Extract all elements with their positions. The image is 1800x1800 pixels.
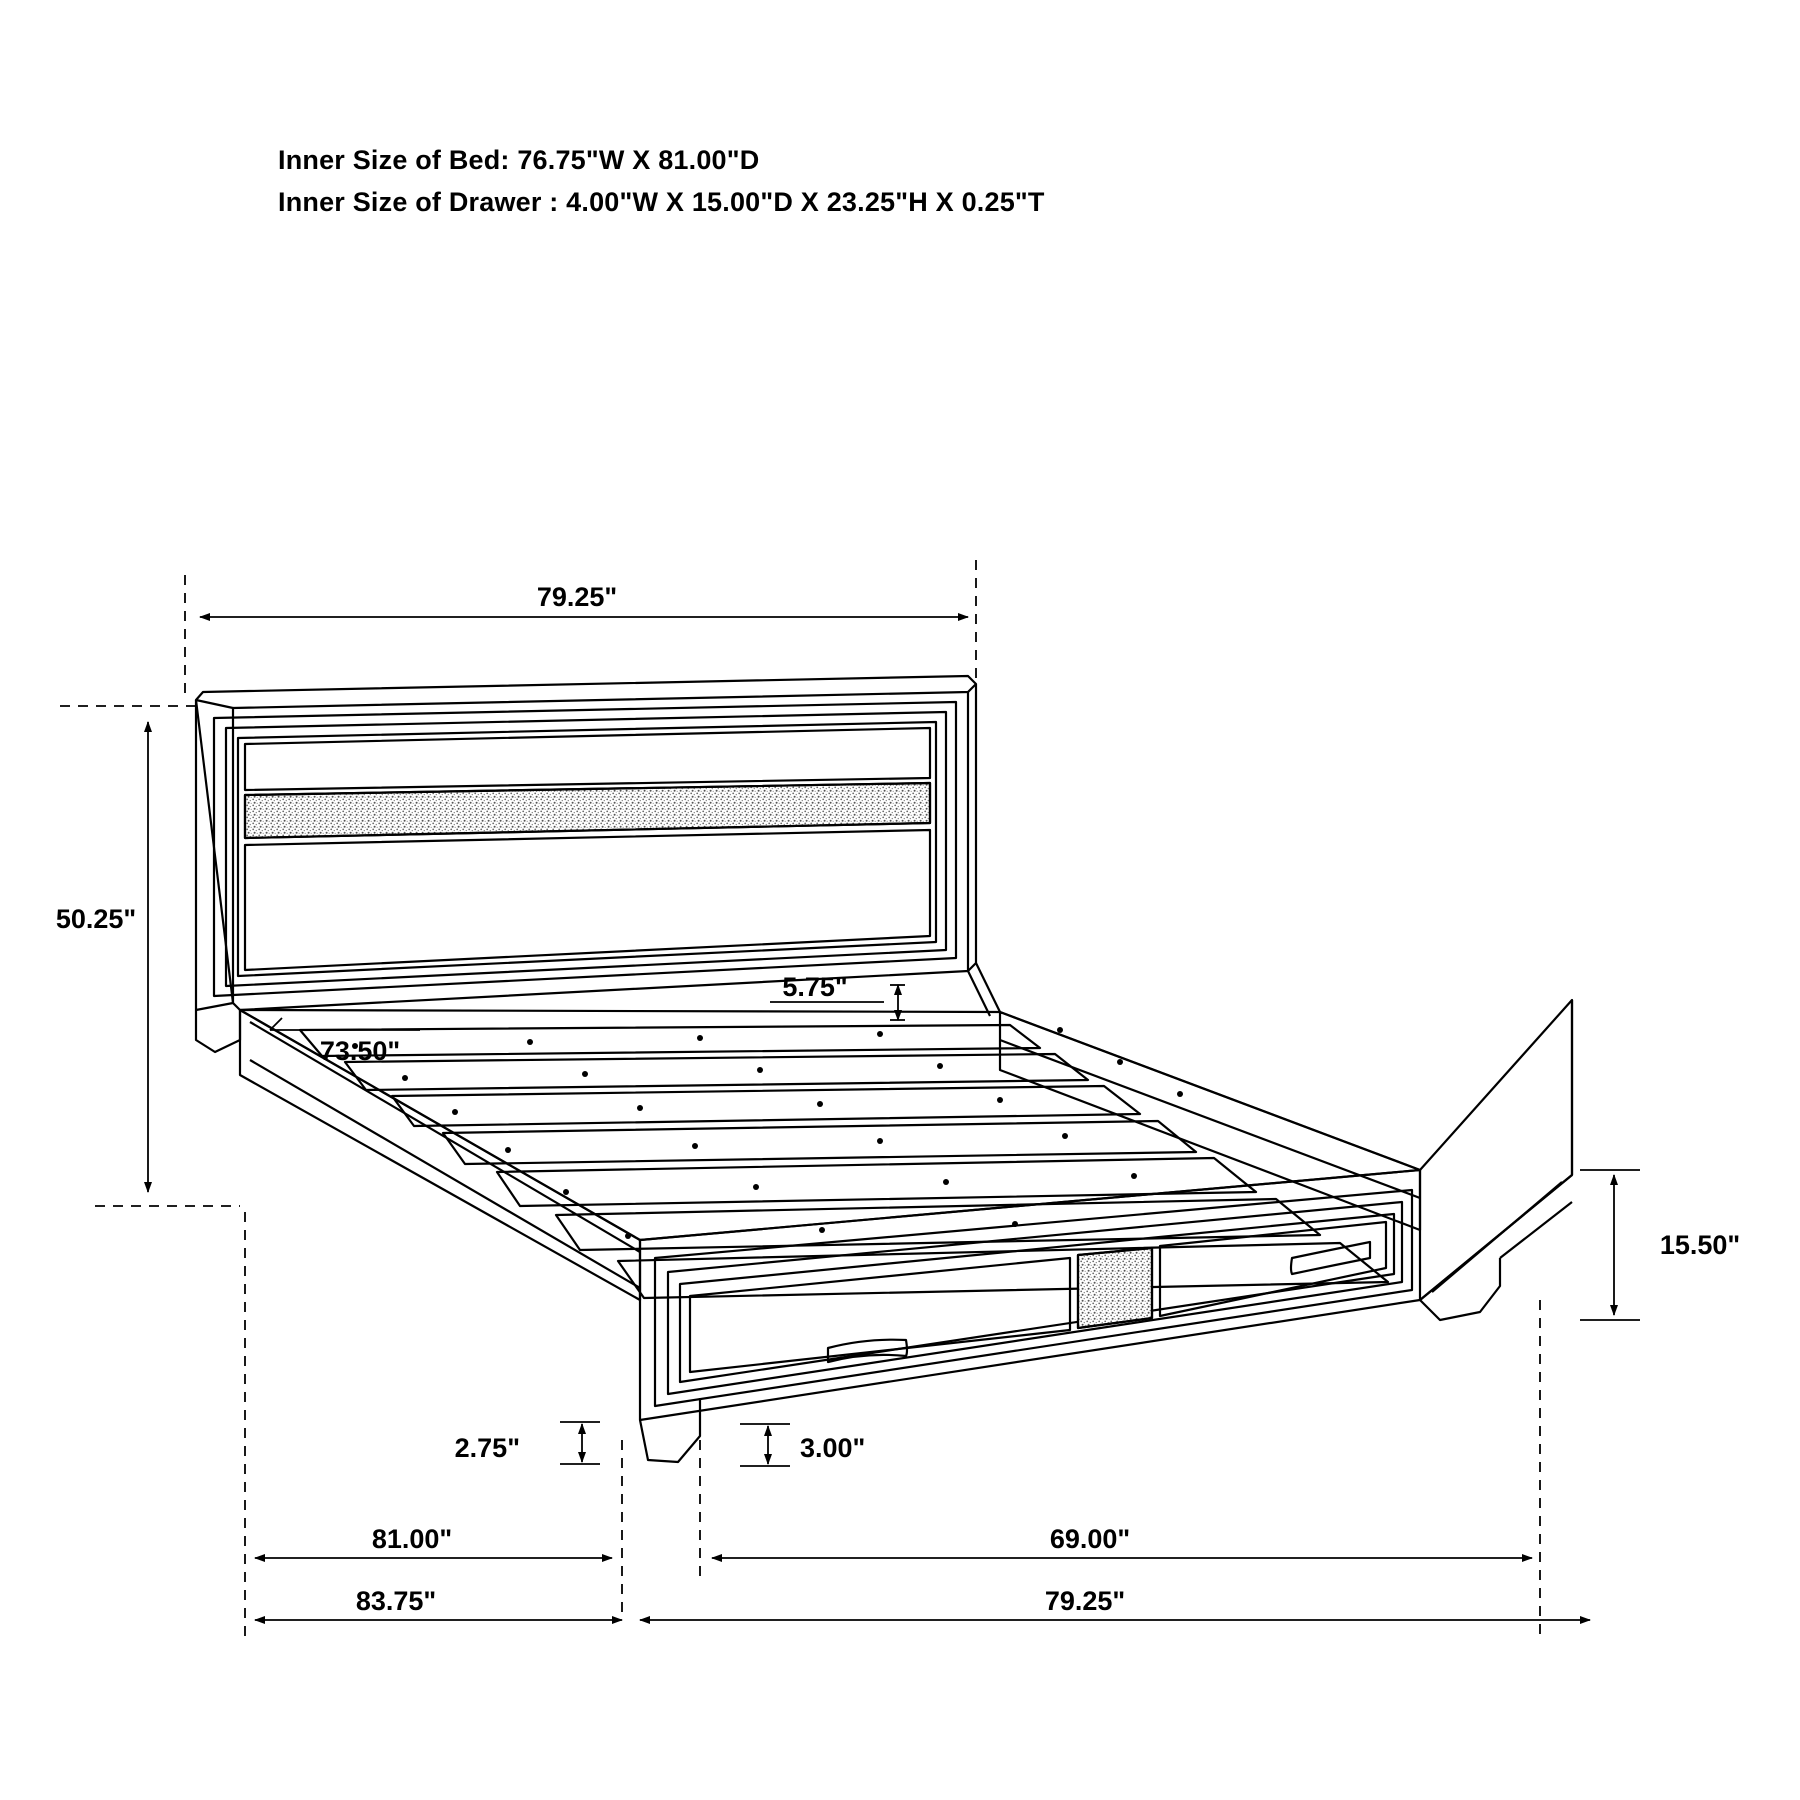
platform-head-edge xyxy=(240,1010,1000,1012)
label-rail-offset: 5.75" xyxy=(782,972,848,1002)
footboard-band-2 xyxy=(668,1202,1402,1394)
label-footboard-width: 79.25" xyxy=(1044,1586,1126,1616)
label-headboard-width: 79.25" xyxy=(536,582,618,612)
headboard-frame-band-2 xyxy=(226,712,946,986)
footboard-glitter-block xyxy=(1078,1248,1152,1328)
foot-head-left xyxy=(196,1010,240,1052)
headboard-frame-band-1 xyxy=(214,702,956,996)
spec-line-bed: Inner Size of Bed: 76.75"W X 81.00"D xyxy=(278,145,760,175)
headboard-right-edge xyxy=(976,963,1000,1012)
label-headboard-panel-width: 73.50" xyxy=(319,1036,401,1066)
label-footboard-height: 15.50" xyxy=(1659,1230,1741,1260)
label-overall-depth: 83.75" xyxy=(355,1586,437,1616)
label-footboard-inner-width: 69.00" xyxy=(1049,1524,1131,1554)
slat-deck xyxy=(300,1025,1388,1298)
label-bed-depth: 81.00" xyxy=(371,1524,453,1554)
footboard-band-3 xyxy=(680,1214,1394,1382)
foot-front-left xyxy=(640,1398,700,1462)
headboard-frame-band-3 xyxy=(238,722,936,976)
headboard-lower-panel xyxy=(245,830,930,970)
headboard-upper-panel xyxy=(245,728,930,790)
bed-geometry xyxy=(196,676,1572,1462)
dimension-lines xyxy=(60,560,1640,1640)
leader-73-tick xyxy=(270,1018,282,1030)
footboard-top-edge xyxy=(640,1170,1420,1240)
spec-line-drawer: Inner Size of Drawer : 4.00"W X 15.00"D X 23.25"H X 0.25"T xyxy=(278,186,1045,217)
side-rail-right xyxy=(1000,1012,1420,1230)
label-foot-height: 3.00" xyxy=(800,1433,866,1463)
label-foot-clearance: 2.75" xyxy=(454,1433,520,1463)
label-headboard-height: 50.25" xyxy=(55,904,137,934)
